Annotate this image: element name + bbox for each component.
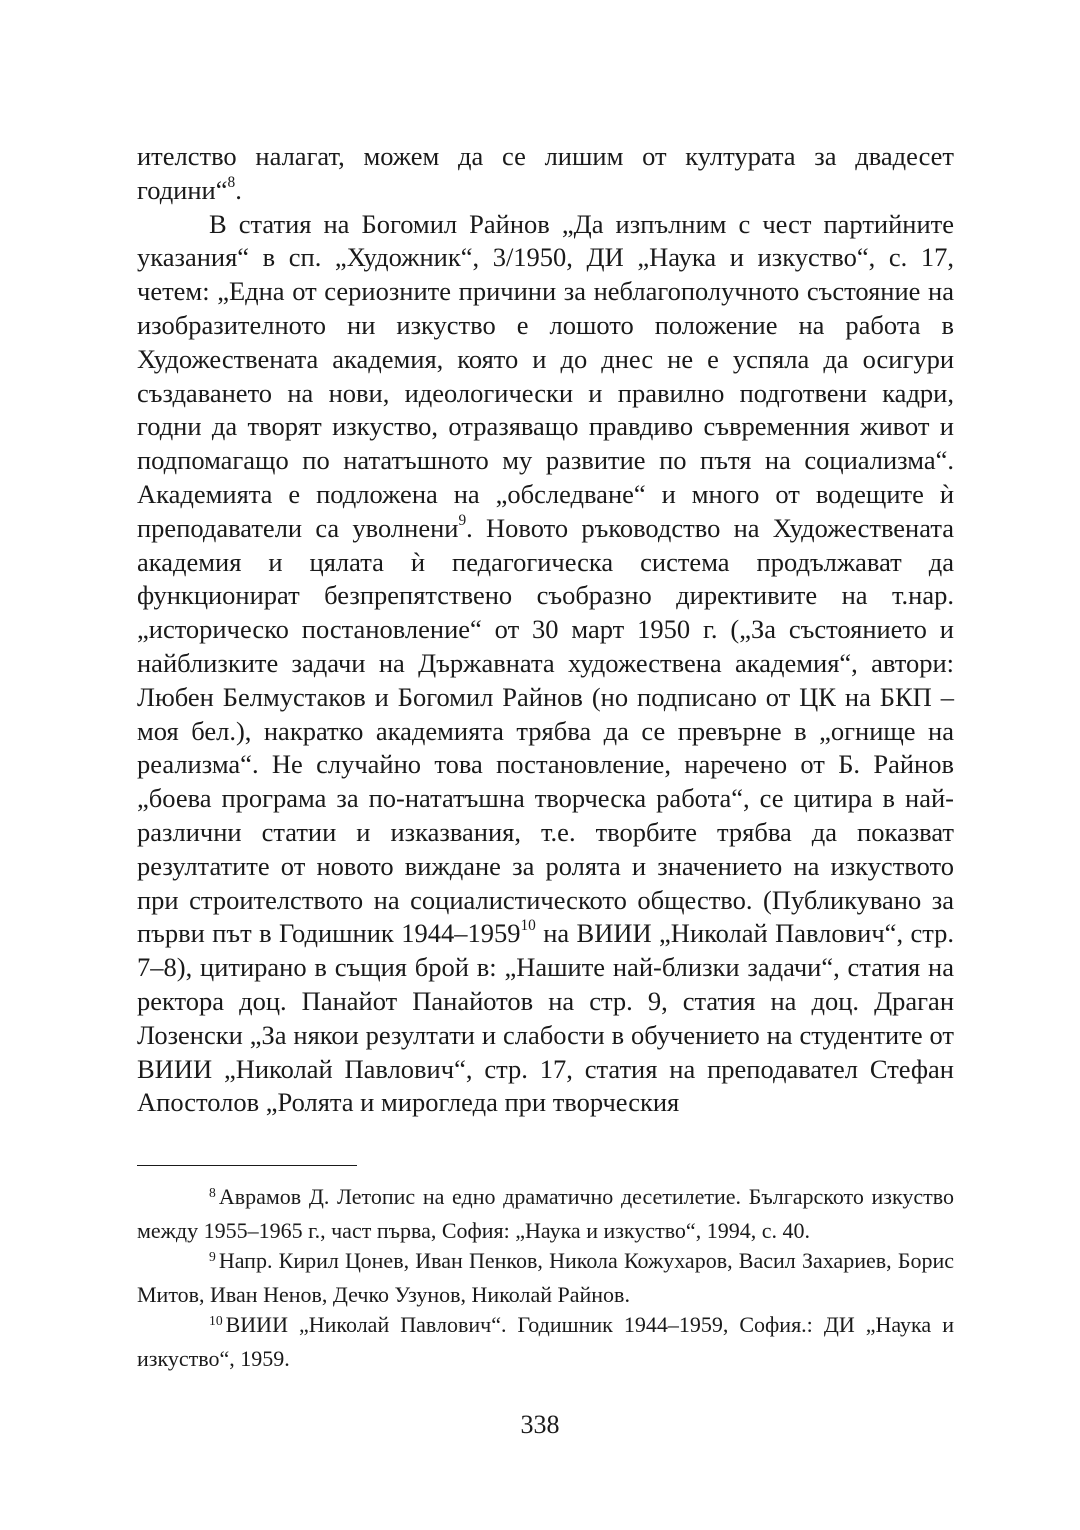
main-text [137,140,954,1120]
page-body [137,140,954,1120]
footnotes [137,1182,954,1374]
paragraph-2-text-c: на ВИИИ „Николай Павлович“, стр. 7–8), цитирано в същия брой в: „Нашите най-близки задачи“, статия на ректора доц. Панайот Панайотов на стр. 9, статия на доц. Драган Лозенски „За някои резултати и слабости в обучението на студентите от ВИИИ „Николай Павлович“, стр. 17, статия на преподавател Стефан Апостолов „Ролята и мирогледа при творческия [137,918,955,1118]
footnote-8 [137,1182,954,1246]
footnote-text: ВИИИ „Николай Павлович“. Годишник 1944–1959, София.: ДИ „Наука и изкуство“, 1959. [137,1312,954,1371]
footnote-10 [137,1310,954,1374]
footnote-ref-9: 9 [458,511,467,529]
paragraph-1-text: ителство налагат, можем да се лишим от културата за двадесет години“ [137,141,954,205]
footnote-number: 8 [209,1184,216,1200]
footnote-text: Аврамов Д. Летопис на едно драматично десетилетие. Българското изкуство между 1955–1965 г., част първа, София: „Наука и изкуство“, 1994, с. 40. [137,1184,954,1243]
footnote-text: Напр. Кирил Цонев, Иван Пенков, Никола Кожухаров, Васил Захариев, Борис Митов, Иван Ненов, Дечко Узунов, Николай Райнов. [137,1248,954,1307]
footnote-ref-8: 8 [227,173,236,191]
footnote-divider [137,1165,357,1166]
paragraph-1-tail: . [235,174,242,205]
footnote-9 [137,1246,954,1310]
paragraph-2-text-b: . Новото ръководство на Художествената академия и цялата ѝ педагогическа система продължават да функционират безпрепятствено съобразно директивите на т.нар. „историческо постановление“ от 30 март 1950 г. („За състоянието и найблизките задачи на Държавната художествена академия“, автори: Любен Белмустаков и Богомил Райнов (но подписано от ЦК на БКП – моя бел.), накратко академията трябва да се превърне в „огнище на реализма“. Не случайно това постановление, наречено от Б. Райнов „боева програма за по-нататъшна творческа работа“, се цитира в най-различни статии и изказвания, т.е. творбите трябва да показват резултатите от новото виждане за ролята и значението на изкуството при строителството на социалистическото общество. (Публикувано за първи път в Годишник 1944–1959 [137,512,954,949]
paragraph-2-text-a: В статия на Богомил Райнов „Да изпълним с чест партийните указания“ в сп. „Художник“, 3/1950, ДИ „Наука и изкуство“, с. 17, четем: „Една от сериозните причини за неблагополучното състояние на изобразителното ни изкуство е лошото положение на работа в Художествената академия, която и до днес не е успяла да осигури създаването на нови, идеологически и правилно подготвени кадри, годни да творят изкуство, отразяващо правдиво съвременния живот и подпомагащо по нататъшното му развитие по пътя на социализма“. Академията е подложена на „обследване“ и много от водещите ѝ преподаватели са уволнени [137,208,954,543]
paragraph-2 [137,208,954,1121]
footnote-number: 10 [209,1312,223,1328]
page-number: 338 [520,1410,560,1439]
paragraph-1 [137,140,954,208]
footnote-number: 9 [209,1248,216,1264]
footnote-ref-10: 10 [520,917,536,935]
